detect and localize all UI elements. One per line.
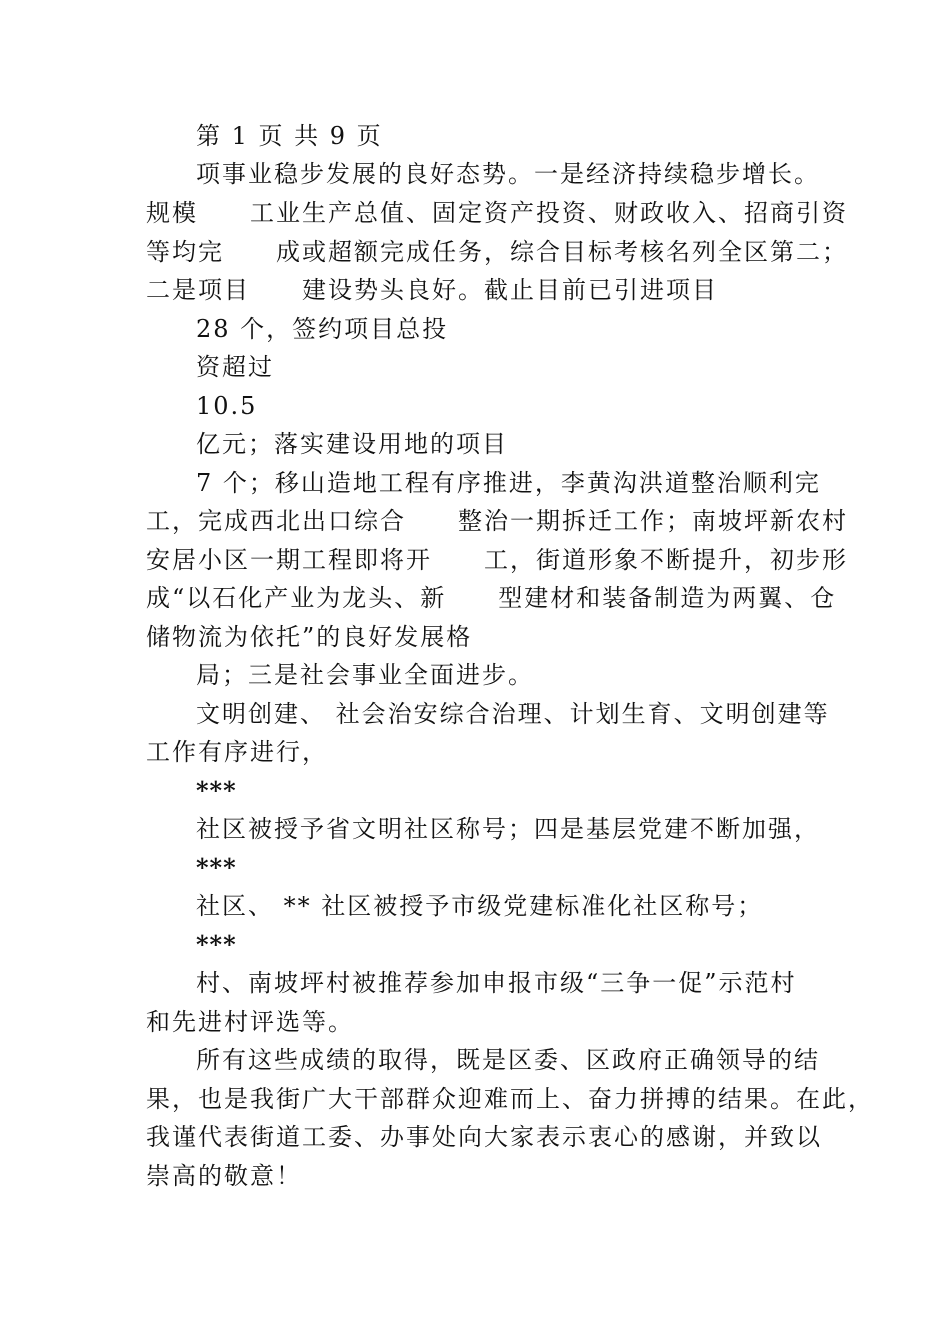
text-line: 崇高的敬意！ (146, 1162, 302, 1190)
redacted-name: *** (196, 853, 237, 882)
text-line: 10.5 (196, 392, 258, 420)
text-line: 村、南坡坪村被推荐参加申报市级“三争一促”示范村 (196, 969, 797, 997)
text-line: 社区、 ** 社区被授予市级党建标准化社区称号； (196, 892, 764, 920)
text-line: 储物流为依托”的良好发展格 (146, 623, 473, 651)
redacted-name: *** (196, 930, 237, 959)
text-line: 果，也是我街广大干部群众迎难而上、奋力拼搏的结果。在此， (146, 1085, 874, 1113)
text-line: 工，完成西北出口综合 整治一期拆迁工作；南坡坪新农村 (146, 507, 848, 535)
text-line: 安居小区一期工程即将开 工，街道形象不断提升，初步形 (146, 546, 848, 574)
text-line: 7 个；移山造地工程有序推进，李黄沟洪道整治顺利完 (196, 469, 821, 497)
text-line: 二是项目 建设势头良好。截止目前已引进项目 (146, 276, 718, 304)
text-line: 我谨代表街道工委、办事处向大家表示衷心的感谢，并致以 (146, 1123, 822, 1151)
page-indicator: 第 1 页 共 9 页 (196, 122, 383, 150)
text-line: 工作有序进行， (146, 738, 328, 766)
redacted-name: *** (196, 776, 237, 805)
text-line: 文明创建、 社会治安综合治理、计划生育、文明创建等 (196, 700, 830, 728)
text-line: 成“以石化产业为龙头、新 型建材和装备制造为两翼、仓 (146, 584, 837, 612)
text-line: 28 个，签约项目总投 (196, 315, 449, 343)
text-line: 亿元；落实建设用地的项目 (196, 430, 508, 458)
text-line: 等均完 成或超额完成任务，综合目标考核名列全区第二； (146, 238, 848, 266)
text-line: 项事业稳步发展的良好态势。一是经济持续稳步增长。 (196, 160, 820, 188)
text-line: 局；三是社会事业全面进步。 (196, 661, 534, 689)
text-line: 和先进村评选等。 (146, 1008, 354, 1036)
text-line: 社区被授予省文明社区称号；四是基层党建不断加强， (196, 815, 820, 843)
text-line: 资超过 (196, 353, 274, 381)
text-line: 规模 工业生产总值、固定资产投资、财政收入、招商引资 (146, 199, 848, 227)
text-line: 所有这些成绩的取得，既是区委、区政府正确领导的结 (196, 1046, 820, 1074)
